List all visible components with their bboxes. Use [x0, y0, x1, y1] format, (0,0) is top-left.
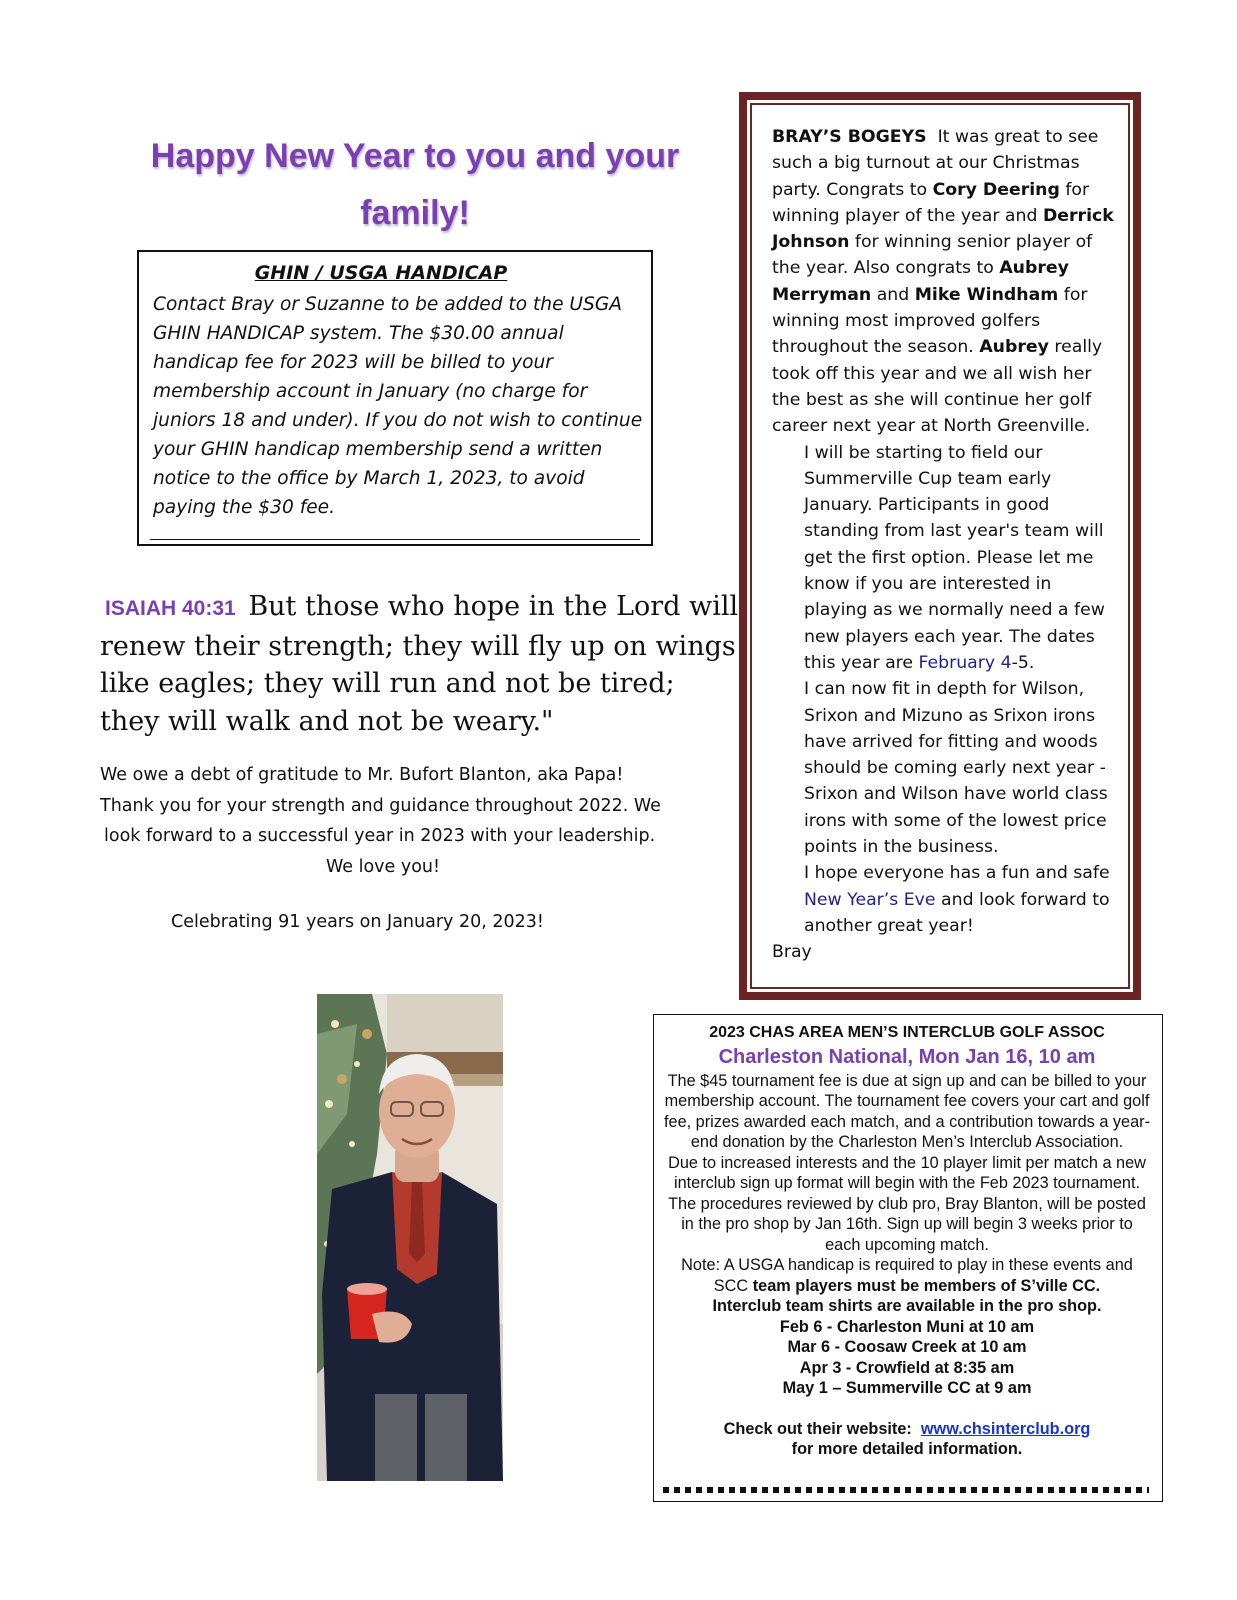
spacer [662, 1399, 1152, 1419]
winner-name: Aubrey Merryman [772, 258, 1069, 305]
papa-line-2: Thank you for your strength and guidance throughout 2022. We [100, 795, 661, 816]
interclub-text-run: team players must be members of S’ville CC. [752, 1276, 1101, 1295]
winner-name: Aubrey [979, 337, 1049, 358]
papa-tribute [100, 760, 680, 882]
bogeys-paragraph-2 [772, 440, 1114, 677]
schedule-item: Mar 6 - Coosaw Creek at 10 am [787, 1338, 1027, 1356]
dotted-border [663, 1487, 1149, 1493]
bogeys-paragraph-4 [772, 860, 1114, 939]
page-headline [100, 128, 730, 242]
brays-bogeys-column [772, 124, 1114, 966]
bogeys-text-run: for winning senior player of the year. Also congrats to [772, 232, 1093, 279]
website-tail: for more detailed information. [791, 1440, 1023, 1458]
website-label: Check out their website: [723, 1419, 912, 1438]
papa-photo [317, 994, 503, 1481]
interclub-shirts-note: Interclub team shirts are available in the pro shop. [712, 1297, 1102, 1315]
interclub-event: Charleston National, Mon Jan 16, 10 am [718, 1045, 1096, 1068]
isaiah-verse [100, 588, 740, 740]
bogeys-paragraph-1 [772, 124, 1114, 440]
bogeys-text-run: for winning player of the year and [772, 179, 1090, 226]
headline-line-1: Happy New Year to you and your [150, 137, 680, 175]
bogeys-text-run: really took off this year and we all wish her the best as she will continue her golf career next year at North Greenville. [772, 337, 1103, 437]
winner-name: Mike Windham [914, 284, 1059, 305]
bogeys-text-run: I will be starting to field our Summerville Cup team early January. Participants in good standing from last year's team will get the first option. Please let me know if you are interested in playing as we normally need a few new players each year. The dates this year are [804, 442, 1105, 673]
bogeys-heading: BRAY’S BOGEYS [772, 127, 927, 147]
interclub-note-paragraph [662, 1255, 1152, 1296]
bogeys-paragraph-3: I can now fit in depth for Wilson, Srixon and Mizuno as Srixon irons have arrived for fitting and woods should be coming early next year - Srixon and Wilson have world class irons with some of the lowest price points in the business. [804, 679, 1108, 858]
ghin-divider [150, 539, 640, 540]
interclub-content [662, 1023, 1152, 1460]
website-line [662, 1419, 1152, 1440]
ghin-title: GHIN / USGA HANDICAP [254, 262, 508, 284]
interclub-text-run: Note: A USGA handicap is required to play in these events and SCC [681, 1256, 1133, 1295]
ghin-handicap-box [137, 250, 653, 546]
schedule-item: Feb 6 - Charleston Muni at 10 am [779, 1317, 1035, 1336]
winner-name: Cory Deering [932, 179, 1060, 200]
bogeys-text-run: and [876, 284, 910, 305]
new-years-eve-text: New Year’s Eve [804, 889, 936, 910]
ghin-body: Contact Bray or Suzanne to be added to the USGA GHIN HANDICAP system. The $30.00 annual handicap fee for 2023 will be billed to your membership account in January (no charge for juniors 18 and under). If you do not wish to continue your GHIN handicap membership send a written notice to the office by March 1, 2023, to avoid paying the $30 fee. [153, 294, 643, 518]
bogeys-text-run: and look forward to another great year! [804, 889, 1110, 936]
interclub-heading: 2023 CHAS AREA MEN’S INTERCLUB GOLF ASSOC [709, 1024, 1105, 1041]
verse-text: But those who hope in the Lord will renew their strength; they will fly up on wings like eagles; they will run and not be tired; they will walk and not be weary." [100, 591, 739, 737]
headline-line-2: family! [360, 194, 470, 232]
bogeys-text-run: It was great to see such a big turnout at our Christmas party. Congrats to [772, 127, 1099, 200]
papa-line-3: look forward to a successful year in 2023 with your leadership. [104, 826, 656, 846]
verse-reference: ISAIAH 40:31 [105, 597, 236, 620]
interclub-signup-paragraph: Due to increased interests and the 10 player limit per match a new interclub sign up format will begin with the Feb 2023 tournament. The procedures reviewed by club pro, Bray Blanton, will be posted in the pro shop by Jan 16th. Sign up will begin 3 weeks prior to each upcoming match. [668, 1153, 1146, 1254]
bogeys-signature: Bray [772, 942, 812, 963]
winner-name: Derrick Johnson [772, 205, 1114, 253]
bogeys-text-run: I hope everyone has a fun and safe [804, 863, 1110, 884]
interclub-website-link[interactable]: www.chsinterclub.org [920, 1419, 1091, 1438]
papa-line-1: We owe a debt of gratitude to Mr. Bufort Blanton, aka Papa! [100, 765, 624, 785]
birthday-note: Celebrating 91 years on January 20, 2023! [171, 912, 544, 932]
bogeys-text-run: -5. [1011, 652, 1035, 673]
interclub-fee-paragraph: The $45 tournament fee is due at sign up and can be billed to your membership account. The tournament fee covers your cart and golf fee, prizes awarded each match, and a contribution towards a year-end donation by the Charleston Men’s Interclub Association. [664, 1071, 1150, 1151]
summerville-cup-date: February 4 [918, 652, 1012, 673]
schedule-item: May 1 – Summerville CC at 9 am [782, 1379, 1032, 1397]
schedule-item: Apr 3 - Crowfield at 8:35 am [799, 1358, 1015, 1377]
bogeys-text-run: for winning most improved golfers throughout the season. [772, 284, 1088, 358]
papa-line-4: We love you! [326, 856, 441, 877]
